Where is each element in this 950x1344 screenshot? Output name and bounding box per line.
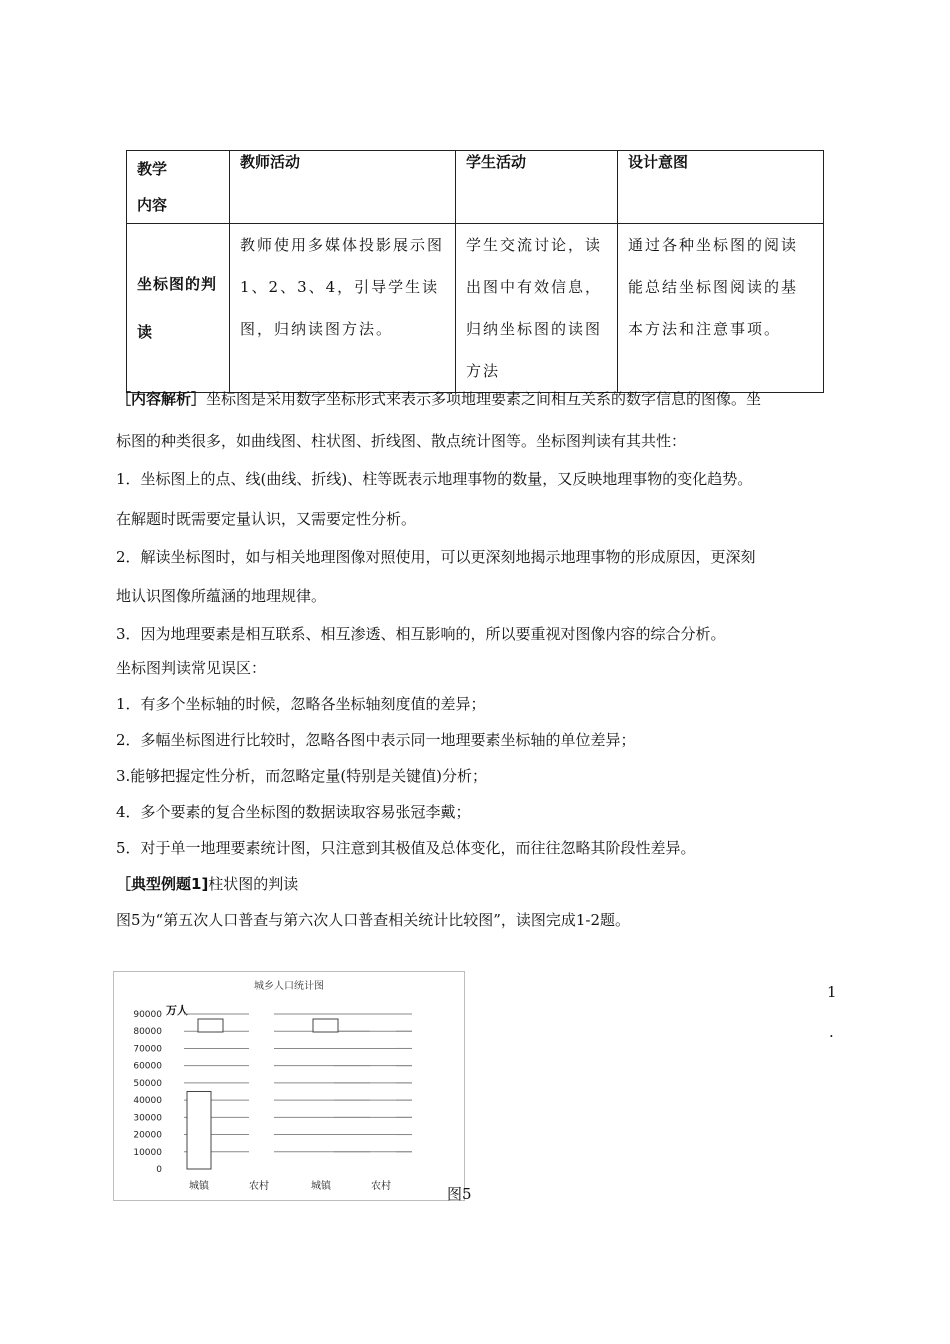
example-tag: ［典型例题1] <box>116 875 209 893</box>
mistake-item-5: 5．对于单一地理要素统计图，只注意到其极值及总体变化，而往往忽略其阶段性差异。 <box>116 839 696 857</box>
x-tick-label: 城镇 <box>189 1181 209 1192</box>
legend-box <box>198 1019 223 1032</box>
figure-label: 图5 <box>447 1185 472 1203</box>
y-tick-label: 50000 <box>133 1078 162 1089</box>
bar <box>187 1092 211 1170</box>
y-tick-label: 70000 <box>133 1044 162 1055</box>
point-1-line-a: 1．坐标图上的点、线(曲线、折线)、柱等既表示地理事物的数量，又反映地理事物的变化趋势。 <box>116 470 753 488</box>
y-axis-unit: 万人 <box>166 1004 188 1017</box>
header-teacher: 教师活动 <box>230 151 456 224</box>
teacher-activity-cell: 教师使用多媒体投影展示图1、2、3、4，引导学生读图，归纳读图方法。 <box>230 224 456 393</box>
mistakes-heading: 坐标图判读常见误区： <box>116 659 267 677</box>
student-activity-cell: 学生交流讨论，读出图中有效信息，归纳坐标图的读图方法 <box>456 224 618 393</box>
table-header-row <box>127 151 824 224</box>
y-tick-label: 90000 <box>133 1010 162 1020</box>
chart-title: 城乡人口统计图 <box>254 981 324 992</box>
example-title: 柱状图的判读 <box>208 875 299 893</box>
y-tick-label: 30000 <box>133 1113 162 1124</box>
analysis-line-1 <box>116 388 842 410</box>
analysis-text-1: 坐标图是采用数字坐标形式来表示多项地理要素之间相互关系的数字信息的图像。坐 <box>206 390 762 408</box>
point-3: 3．因为地理要素是相互联系、相互渗透、相互影响的，所以要重视对图像内容的综合分析。 <box>116 625 726 643</box>
y-tick-label: 60000 <box>133 1061 162 1072</box>
design-intent-cell: 通过各种坐标图的阅读能总结坐标图阅读的基本方法和注意事项。 <box>618 224 824 393</box>
table-row <box>127 224 824 393</box>
mistake-item-4: 4．多个要素的复合坐标图的数据读取容易张冠李戴； <box>116 803 471 821</box>
legend-box <box>313 1019 338 1032</box>
mistake-item-2: 2．多幅坐标图进行比较时，忽略各图中表示同一地理要素坐标轴的单位差异； <box>116 731 636 749</box>
example-heading <box>116 873 842 895</box>
analysis-line-2: 标图的种类很多，如曲线图、柱状图、折线图、散点统计图等。坐标图判读有其共性： <box>116 432 687 450</box>
y-tick-label: 80000 <box>133 1027 162 1038</box>
example-intro: 图5为“第五次人口普查与第六次人口普查相关统计比较图”，读图完成1-2题。 <box>116 911 631 929</box>
point-1-line-b: 在解题时既需要定量认识，又需要定性分析。 <box>116 510 417 528</box>
header-content-label: 教学 内容 <box>137 160 168 214</box>
header-content <box>127 151 230 224</box>
topic-cell: 坐标图的判读 <box>127 224 230 393</box>
analysis-tag: ［内容解析］ <box>116 390 207 408</box>
y-tick-label: 20000 <box>133 1130 162 1141</box>
point-2-line-a: 2．解读坐标图时，如与相关地理图像对照使用，可以更深刻地揭示地理事物的形成原因，更深刻 <box>116 548 756 566</box>
x-tick-label: 农村 <box>371 1181 391 1192</box>
side-number: 1 <box>827 983 837 1001</box>
x-tick-label: 农村 <box>249 1181 269 1192</box>
point-2-line-b: 地认识图像所蕴涵的地理规律。 <box>116 587 327 605</box>
y-tick-label: 0 <box>156 1165 162 1175</box>
chart-svg <box>114 972 464 1200</box>
y-tick-label: 10000 <box>133 1147 162 1158</box>
mistake-item-1: 1．有多个坐标轴的时候，忽略各坐标轴刻度值的差异； <box>116 695 486 713</box>
header-student: 学生活动 <box>456 151 618 224</box>
lesson-table <box>126 150 824 393</box>
header-intent: 设计意图 <box>618 151 824 224</box>
side-dot: . <box>829 1023 834 1041</box>
population-chart <box>113 971 465 1201</box>
mistake-item-3: 3.能够把握定性分析，而忽略定量(特别是关键值)分析； <box>116 767 488 785</box>
y-tick-label: 40000 <box>133 1096 162 1107</box>
x-tick-label: 城镇 <box>311 1181 331 1192</box>
